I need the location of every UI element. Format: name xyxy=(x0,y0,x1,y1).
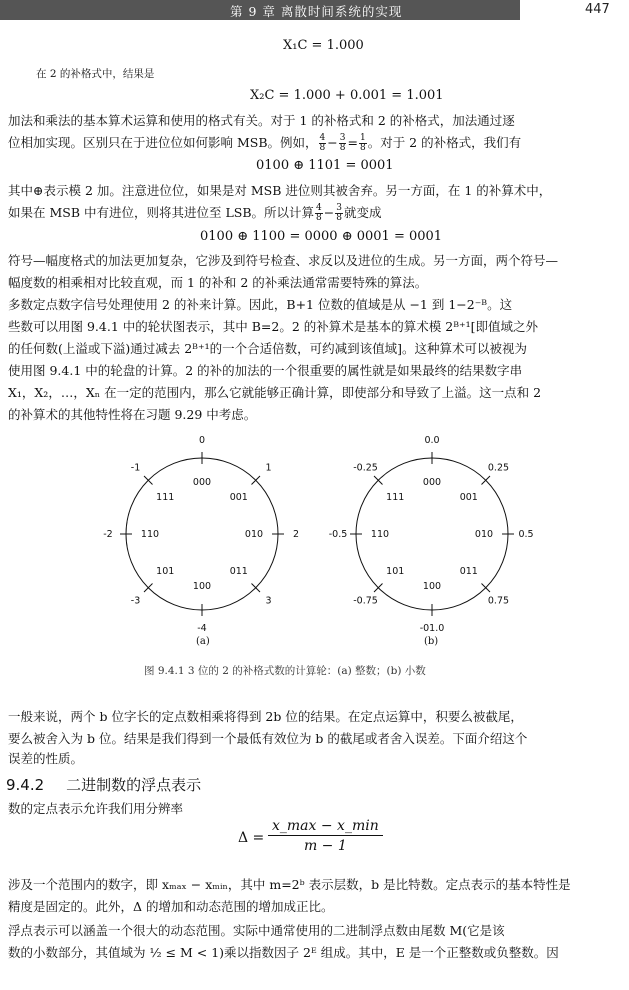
wheel-outer-label: 3 xyxy=(265,595,272,607)
wheel-outer-label: -4 xyxy=(197,623,207,634)
section-title: 二进制数的浮点表示 xyxy=(66,776,202,794)
text-line: 数的小数部分，其值域为 ½ ≤ M < 1)乘以指数因子 2ᴱ 组成。其中，E 是一个正整数或负整数。因 xyxy=(8,945,559,960)
equation-sum2: 0100 ⊕ 1100 = 0000 ⊕ 0001 = 0001 xyxy=(200,229,443,244)
wheel-code-label: 001 xyxy=(229,492,248,504)
fraction: $\frac{1}{8}$ xyxy=(359,133,366,153)
wheel-code-label: 000 xyxy=(422,477,442,488)
delta-lhs: Δ = xyxy=(238,830,265,846)
text-line: 如果在 MSB 中有进位，则将其进位至 LSB。所以计算 $\frac{4}{8}$ − $\frac{3}{8}$ 就变成 xyxy=(8,203,382,223)
wheel-code-label: 111 xyxy=(156,492,175,504)
text-line: 些数可以用图 9.4.1 中的轮状图表示，其中 B=2。2 的补算术是基本的算术模 2ᴮ⁺¹[即值域之外 xyxy=(8,319,538,334)
delta-numerator: x_max − x_min xyxy=(268,818,383,836)
figure-label-a: (a) xyxy=(196,636,210,647)
wheel-b-figure xyxy=(320,432,550,642)
wheel-outer-label: -2 xyxy=(103,529,113,540)
text-line: 其中⊕表示模 2 加。注意进位位，如果是对 MSB 进位则其被舍弃。另一方面，在 1 的补算术中， xyxy=(8,183,552,198)
text-line: 加法和乘法的基本算术运算和使用的格式有关。对于 1 的补格式和 2 的补格式，加法通过逐 xyxy=(8,113,515,128)
wheel-code-label: 110 xyxy=(370,529,390,540)
text-line: 符号—幅度格式的加法更加复杂，它涉及到符号检查、求反以及进位的生成。另一方面，两个符号— xyxy=(8,253,559,268)
fraction: $\frac{4}{8}$ xyxy=(319,133,326,153)
text-run: 。对于 2 的补格式，我们有 xyxy=(367,135,522,150)
wheel-outer-label: 0.25 xyxy=(487,462,510,474)
page-header xyxy=(0,0,629,22)
text-run: 位相加实现。区别只在于进位位如何影响 MSB。例如， xyxy=(8,135,318,150)
wheel-outer-label: -0.25 xyxy=(353,462,378,474)
wheel-code-label: 010 xyxy=(474,529,494,540)
fraction: $\frac{3}{8}$ xyxy=(339,133,346,153)
wheel-outer-label: -0.75 xyxy=(353,595,378,607)
text-run: 如果在 MSB 中有进位，则将其进位至 LSB。所以计算 xyxy=(8,205,315,220)
wheel-code-label: 110 xyxy=(140,529,160,540)
text-line: 数的定点表示允许我们用分辨率 xyxy=(8,801,184,816)
wheel-outer-label: 1 xyxy=(265,462,272,474)
delta-fraction xyxy=(268,818,383,854)
wheel-code-label: 011 xyxy=(229,565,248,577)
wheel-outer-label: 0.5 xyxy=(518,529,534,540)
text-line: 一般来说，两个 b 位字长的定点数相乘将得到 2b 位的结果。在定点运算中，积要么被截尾， xyxy=(8,709,523,724)
text-line: 涉及一个范围内的数字，即 xₘₐₓ − xₘᵢₙ，其中 m=2ᵇ 表示层数，b 是比特数。定点表示的基本特性是 xyxy=(8,877,571,892)
wheel-a-figure xyxy=(100,432,305,642)
fraction: $\frac{3}{8}$ xyxy=(336,203,342,223)
text-run: 就变成 xyxy=(343,205,382,220)
wheel-outer-label: -01.0 xyxy=(419,623,445,634)
text-line: 位相加实现。区别只在于进位位如何影响 MSB。例如， $\frac{4}{8}$ − $\frac{3}{8}$ = $\frac{1}{8}$ 。对于 2 的补格式，我们有 xyxy=(8,133,522,153)
text-line: 多数定点数字信号处理使用 2 的补来计算。因此，B+1 位数的值域是从 −1 到 1−2⁻ᴮ。这 xyxy=(8,297,513,312)
text-line: 误差的性质。 xyxy=(8,751,84,766)
text-line: 精度是固定的。此外，Δ 的增加和动态范围的增加成正比。 xyxy=(8,899,334,914)
wheel-outer-label: -0.5 xyxy=(328,529,348,540)
wheel-code-label: 001 xyxy=(459,492,478,504)
text-line: 的补算术的其他特性将在习题 9.29 中考虑。 xyxy=(8,407,257,422)
chapter-title: 第 9 章 离散时间系统的实现 xyxy=(230,4,403,19)
wheel-code-label: 111 xyxy=(386,492,405,504)
delta-denominator: m − 1 xyxy=(303,838,347,854)
text-line: X₁，X₂，…，Xₙ 在一定的范围内，那么它就能够正确计算，即使部分和导致了上溢。这一点和 2 xyxy=(8,385,542,400)
page-number: 447 xyxy=(585,2,610,17)
small-note: 在 2 的补格式中，结果是 xyxy=(36,68,155,80)
wheel-code-label: 010 xyxy=(244,529,264,540)
wheel-code-label: 000 xyxy=(192,477,212,488)
wheel-outer-label: 2 xyxy=(292,529,300,540)
wheel-code-label: 011 xyxy=(459,565,478,577)
section-heading xyxy=(6,774,201,795)
wheel-code-label: 100 xyxy=(422,581,442,592)
wheel-code-label: 100 xyxy=(192,581,212,592)
figure-label-b: (b) xyxy=(424,636,439,647)
equation-x2c: X₂C = 1.000 + 0.001 = 1.001 xyxy=(250,88,444,103)
section-number: 9.4.2 xyxy=(6,776,45,794)
fraction: $\frac{4}{8}$ xyxy=(316,203,322,223)
wheel-outer-label: 0.0 xyxy=(424,435,440,446)
text-line: 的任何数(上溢或下溢)通过减去 2ᴮ⁺¹的一个合适倍数，可约减到该值域]。这种算术可以被视为 xyxy=(8,341,527,356)
figure-caption: 图 9.4.1 3 位的 2 的补格式数的计算轮：(a) 整数；(b) 小数 xyxy=(144,665,426,677)
wheel-outer-label: 0.75 xyxy=(487,595,510,607)
wheel-code-label: 101 xyxy=(156,565,175,577)
text-line: 使用图 9.4.1 中的轮盘的计算。2 的补的加法的一个很重要的属性就是如果最终的结果数字串 xyxy=(8,363,523,378)
wheel-outer-label: -1 xyxy=(130,462,141,474)
text-line: 幅度数的相乘相对比较直观，而 1 的补和 2 的补乘法通常需要特殊的算法。 xyxy=(8,275,428,290)
text-line: 浮点表示可以涵盖一个很大的动态范围。实际中通常使用的二进制浮点数由尾数 M(它是该 xyxy=(8,923,505,938)
equation-x1c: X₁C = 1.000 xyxy=(283,38,364,53)
wheel-outer-label: -3 xyxy=(130,595,141,607)
wheel-code-label: 101 xyxy=(386,565,405,577)
equation-sum1: 0100 ⊕ 1101 = 0001 xyxy=(256,158,394,173)
text-line: 要么被舍入为 b 位。结果是我们得到一个最低有效位为 b 的截尾或者舍入误差。下面介绍这个 xyxy=(8,731,528,746)
wheel-outer-label: 0 xyxy=(198,435,206,446)
